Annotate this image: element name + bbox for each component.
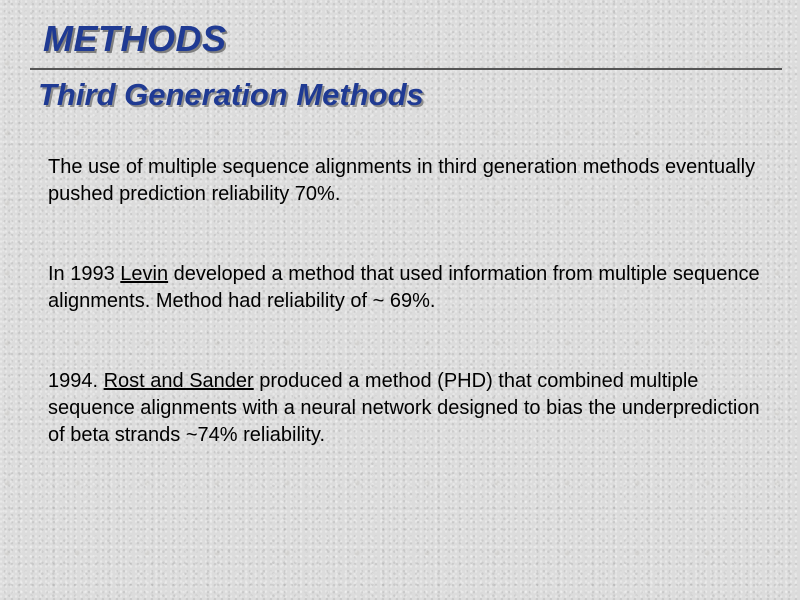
- rost-and-sander-link[interactable]: Rost and Sander: [103, 370, 254, 392]
- title-divider: [30, 68, 782, 70]
- paragraph-text-before: In 1993: [48, 263, 121, 285]
- paragraph-text-after: produced a method (PHD) that combined multiple sequence alignments with a neural network designed to bias the underprediction of beta strands ~74% reliability.: [48, 370, 760, 446]
- paragraph-levin: [48, 261, 778, 315]
- paragraph-text-after: developed a method that used information from multiple sequence alignments. Method had reliability of ~ 69%.: [48, 263, 760, 312]
- paragraph-text-before: 1994.: [48, 370, 104, 392]
- paragraph-multiple-alignments: [48, 154, 778, 208]
- paragraph-text: The use of multiple sequence alignments in third generation methods eventually pushed prediction reliability 70%.: [48, 156, 756, 205]
- slide-title: METHODS: [43, 18, 227, 59]
- paragraph-rost-sander: [48, 368, 778, 449]
- levin-link[interactable]: Levin: [120, 263, 169, 285]
- slide-subtitle: Third Generation Methods: [38, 77, 424, 112]
